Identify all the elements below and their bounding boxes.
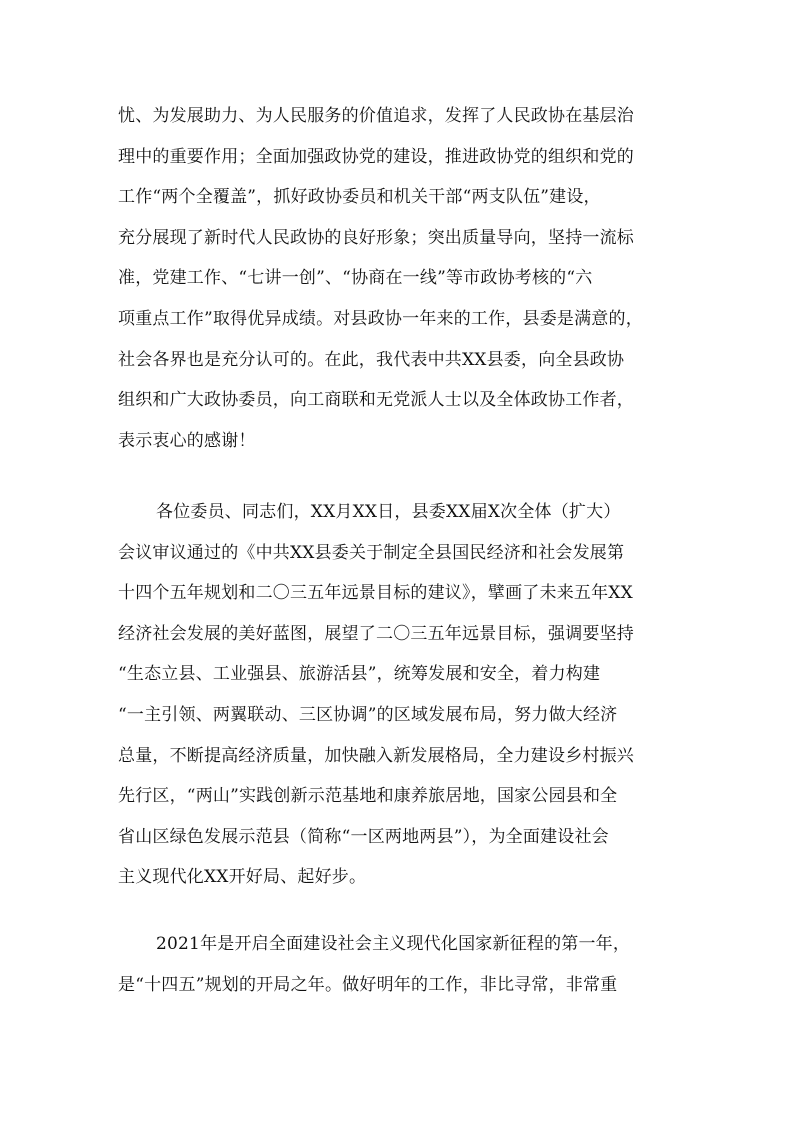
- text-line: 工作“两个全覆盖”，抓好政协委员和机关干部“两支队伍”建设，: [118, 187, 601, 208]
- paragraph: [118, 924, 678, 1005]
- text-line: 理中的重要作用；全面加强政协党的建设，推进政协党的组织和党的: [118, 146, 634, 167]
- text-line: 忧、为发展助力、为人民服务的价值追求，发挥了人民政协在基层治: [118, 106, 634, 126]
- text-line: 充分展现了新时代人民政协的良好形象；突出质量导向，坚持一流标: [118, 227, 634, 248]
- text-line: 经济社会发展的美好蓝图，展望了二〇三五年远景目标，强调要坚持: [118, 623, 634, 644]
- text-line: 项重点工作”取得优异成绩。对县政协一年来的工作，县委是满意的，: [118, 308, 643, 329]
- text-line: “一主引领、两翼联动、三区协调”的区域发展布局，努力做大经济: [118, 704, 618, 725]
- text-line: 是“十四五”规划的开局之年。做好明年的工作，非比寻常，非常重: [118, 974, 618, 995]
- paragraph: [118, 96, 678, 461]
- text-line: 表示衷心的感谢！: [118, 430, 256, 451]
- text-line: 组织和广大政协委员，向工商联和无党派人士以及全体政协工作者，: [118, 390, 634, 411]
- text-line: 准，党建工作、“七讲一创”、“协商在一线”等市政协考核的“六: [118, 268, 593, 289]
- text-line: 十四个五年规划和二〇三五年远景目标的建议》，擘画了未来五年XX: [118, 583, 633, 604]
- text-line: 2021年是开启全面建设社会主义现代化国家新征程的第一年，: [156, 934, 631, 954]
- text-line: 社会各界也是充分认可的。在此，我代表中共XX县委，向全县政协: [118, 349, 625, 370]
- text-line: 先行区，“两山”实践创新示范基地和康养旅居地，国家公园县和全: [118, 786, 618, 807]
- paragraph: [118, 492, 678, 898]
- text-line: 主义现代化XX开好局、起好步。: [118, 867, 367, 888]
- text-line: “生态立县、工业强县、旅游活县”，统筹发展和安全，着力构建: [118, 664, 601, 685]
- text-line: 总量，不断提高经济质量，加快融入新发展格局，全力建设乡村振兴: [118, 745, 634, 766]
- text-line: 各位委员、同志们，XX月XX日，县委XX届X次全体（扩大）: [156, 502, 621, 522]
- text-line: 省山区绿色发展示范县（简称“一区两地两县”），为全面建设社会: [118, 826, 609, 847]
- text-line: 会议审议通过的《中共XX县委关于制定全县国民经济和社会发展第: [118, 542, 625, 563]
